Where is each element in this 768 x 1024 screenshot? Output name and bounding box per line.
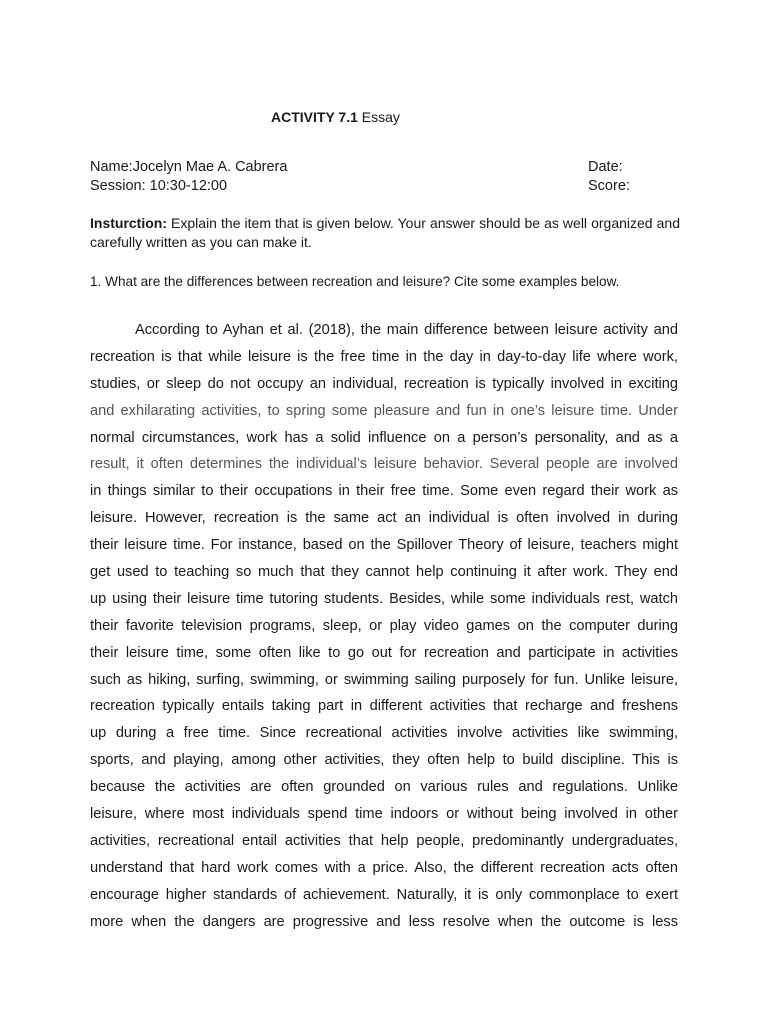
essay-line: their favorite television programs, sleep, or play video games on the computer during (90, 617, 678, 634)
essay-line: leisure. However, recreation is the same act an individual is often involved in during (90, 510, 678, 527)
essay-line: studies, or sleep do not occupy an individual, recreation is typically involved in exciting (90, 375, 678, 392)
essay-line: such as hiking, surfing, swimming, or swimming sailing purposely for fun. Unlike leisure, (90, 671, 678, 688)
essay-line: encourage higher standards of achievement. Naturally, it is only commonplace to exert (90, 886, 678, 903)
essay-line: leisure, where most individuals spend time indoors or without being involved in other (90, 806, 678, 823)
essay-line: According to Ayhan et al. (2018), the main difference between leisure activity and (135, 322, 678, 338)
date-field: Date: (588, 159, 623, 175)
essay-line: because the activities are often grounded on various rules and regulations. Unlike (90, 779, 678, 796)
essay-line: sports, and playing, among other activities, they often help to build discipline. This is (90, 752, 678, 769)
essay-line: understand that hard work comes with a price. Also, the different recreation acts often (90, 859, 678, 876)
essay-line: and exhilarating activities, to spring some pleasure and fun in one’s leisure time. Under (90, 402, 678, 419)
activity-number: ACTIVITY 7.1 (271, 109, 358, 125)
essay-line: result, it often determines the individual’s leisure behavior. Several people are involved (90, 456, 678, 473)
instruction-block (90, 214, 680, 252)
instruction-label: Insturction: (90, 215, 167, 231)
essay-line: get used to teaching so much that they cannot help continuing it after work. They end (90, 564, 678, 581)
essay-body (90, 317, 678, 935)
essay-line: activities, recreational entail activities that help people, predominantly undergraduates, (90, 832, 678, 849)
score-field: Score: (588, 178, 630, 194)
activity-title (271, 108, 400, 126)
student-name: Name:Jocelyn Mae A. Cabrera (90, 159, 288, 175)
question-text: 1. What are the differences between recreation and leisure? Cite some examples below. (90, 274, 620, 289)
essay-line: normal circumstances, work has a solid influence on a person’s personality, and as a (90, 429, 678, 446)
essay-line: their leisure time. For instance, based on the Spillover Theory of leisure, teachers might (90, 537, 678, 554)
essay-line: in things similar to their occupations in their free time. Some even regard their work as (90, 483, 678, 500)
essay-line: up using their leisure time tutoring students. Besides, while some individuals rest, watch (90, 590, 678, 607)
instruction-text: Explain the item that is given below. Your answer should be as well organized and carefully written as you can make it. (90, 215, 680, 250)
essay-line: their leisure time, some often like to go out for recreation and participate in activities (90, 644, 678, 661)
essay-line: up during a free time. Since recreational activities involve activities like swimming, (90, 725, 678, 742)
essay-line: recreation is that while leisure is the free time in the day in day-to-day life where work, (90, 348, 678, 365)
essay-line: recreation typically entails taking part in different activities that recharge and freshens (90, 698, 678, 715)
essay-line: more when the dangers are progressive and less resolve when the outcome is less (90, 913, 678, 930)
activity-type: Essay (357, 109, 400, 125)
session-time: Session: 10:30-12:00 (90, 178, 228, 194)
